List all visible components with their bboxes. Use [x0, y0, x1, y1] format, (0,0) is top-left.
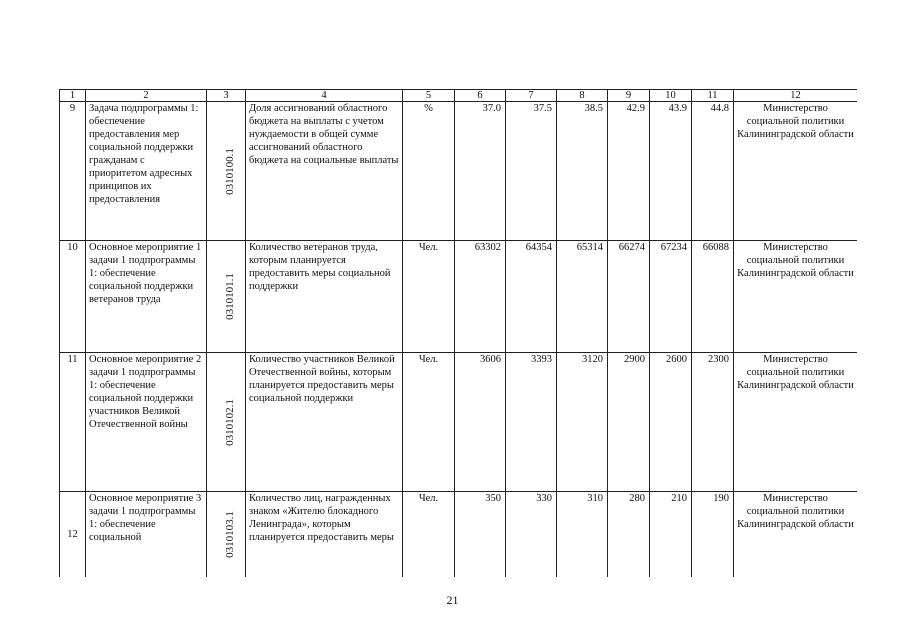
document-page: [59, 89, 857, 577]
indicators-table: [59, 89, 857, 577]
budget-code: 0310103.1: [223, 511, 236, 558]
value-cell: 37.5: [506, 102, 557, 241]
indicator-name: Количество участников Великой Отечественной войны, которым планируется предоставить меры социальной поддержки: [246, 353, 403, 492]
unit: Чел.: [403, 353, 455, 492]
value-cell: 44.8: [692, 102, 734, 241]
table-row: [60, 492, 858, 578]
value-cell: 190: [692, 492, 734, 578]
executor: Министерство социальной политики Калининградской области: [734, 241, 858, 353]
table-row: [60, 102, 858, 241]
value-cell: 43.9: [650, 102, 692, 241]
indicator-name: Доля ассигнований областного бюджета на выплаты с учетом нуждаемости в общей сумме ассигнований областного бюджета на социальные выплаты: [246, 102, 403, 241]
column-header: 11: [692, 90, 734, 102]
value-cell: 38.5: [557, 102, 608, 241]
column-header: 5: [403, 90, 455, 102]
value-cell: 3120: [557, 353, 608, 492]
unit: Чел.: [403, 241, 455, 353]
value-cell: 3393: [506, 353, 557, 492]
column-header: 7: [506, 90, 557, 102]
unit: Чел.: [403, 492, 455, 578]
executor: Министерство социальной политики Калининградской области: [734, 492, 858, 578]
row-number: 11: [60, 353, 86, 492]
measure-name: Задача подпрограммы 1: обеспечение предоставления мер социальной поддержки гражданам с приоритетом адресных принципов их предоставления: [86, 102, 207, 241]
column-header: 8: [557, 90, 608, 102]
value-cell: 66088: [692, 241, 734, 353]
column-header: 6: [455, 90, 506, 102]
value-cell: 66274: [608, 241, 650, 353]
executor: Министерство социальной политики Калининградской области: [734, 353, 858, 492]
table-header-row: [60, 90, 858, 102]
value-cell: 3606: [455, 353, 506, 492]
measure-name: Основное мероприятие 3 задачи 1 подпрограммы 1: обеспечение социальной: [86, 492, 207, 578]
value-cell: 350: [455, 492, 506, 578]
unit: %: [403, 102, 455, 241]
column-header: 4: [246, 90, 403, 102]
budget-code: 0310100.1: [223, 147, 236, 195]
column-header: 3: [207, 90, 246, 102]
value-cell: 280: [608, 492, 650, 578]
indicator-name: Количество лиц, награжденных знаком «Жителю блокадного Ленинграда», которым планируется предоставить меры: [246, 492, 403, 578]
column-header: 10: [650, 90, 692, 102]
value-cell: 67234: [650, 241, 692, 353]
value-cell: 65314: [557, 241, 608, 353]
value-cell: 42.9: [608, 102, 650, 241]
code-cell: [207, 241, 246, 353]
value-cell: 64354: [506, 241, 557, 353]
value-cell: 63302: [455, 241, 506, 353]
budget-code: 0310101.1: [223, 273, 236, 320]
column-header: 9: [608, 90, 650, 102]
column-header: 1: [60, 90, 86, 102]
value-cell: 210: [650, 492, 692, 578]
value-cell: 2600: [650, 353, 692, 492]
code-cell: [207, 353, 246, 492]
table-row: [60, 353, 858, 492]
indicator-name: Количество ветеранов труда, которым планируется предоставить меры социальной поддержки: [246, 241, 403, 353]
budget-code: 0310102.1: [223, 398, 236, 446]
value-cell: 330: [506, 492, 557, 578]
measure-name: Основное мероприятие 1 задачи 1 подпрограммы 1: обеспечение социальной поддержки ветеранов труда: [86, 241, 207, 353]
code-cell: [207, 102, 246, 241]
page-number: 21: [446, 593, 459, 607]
column-header: 2: [86, 90, 207, 102]
value-cell: 37.0: [455, 102, 506, 241]
code-cell: [207, 492, 246, 578]
column-header: 12: [734, 90, 858, 102]
value-cell: 310: [557, 492, 608, 578]
table-row: [60, 241, 858, 353]
row-number: 12: [60, 492, 86, 578]
measure-name: Основное мероприятие 2 задачи 1 подпрограммы 1: обеспечение социальной поддержки участников Великой Отечественной войны: [86, 353, 207, 492]
value-cell: 2300: [692, 353, 734, 492]
row-number: 9: [60, 102, 86, 241]
value-cell: 2900: [608, 353, 650, 492]
executor: Министерство социальной политики Калининградской области: [734, 102, 858, 241]
row-number: 10: [60, 241, 86, 353]
